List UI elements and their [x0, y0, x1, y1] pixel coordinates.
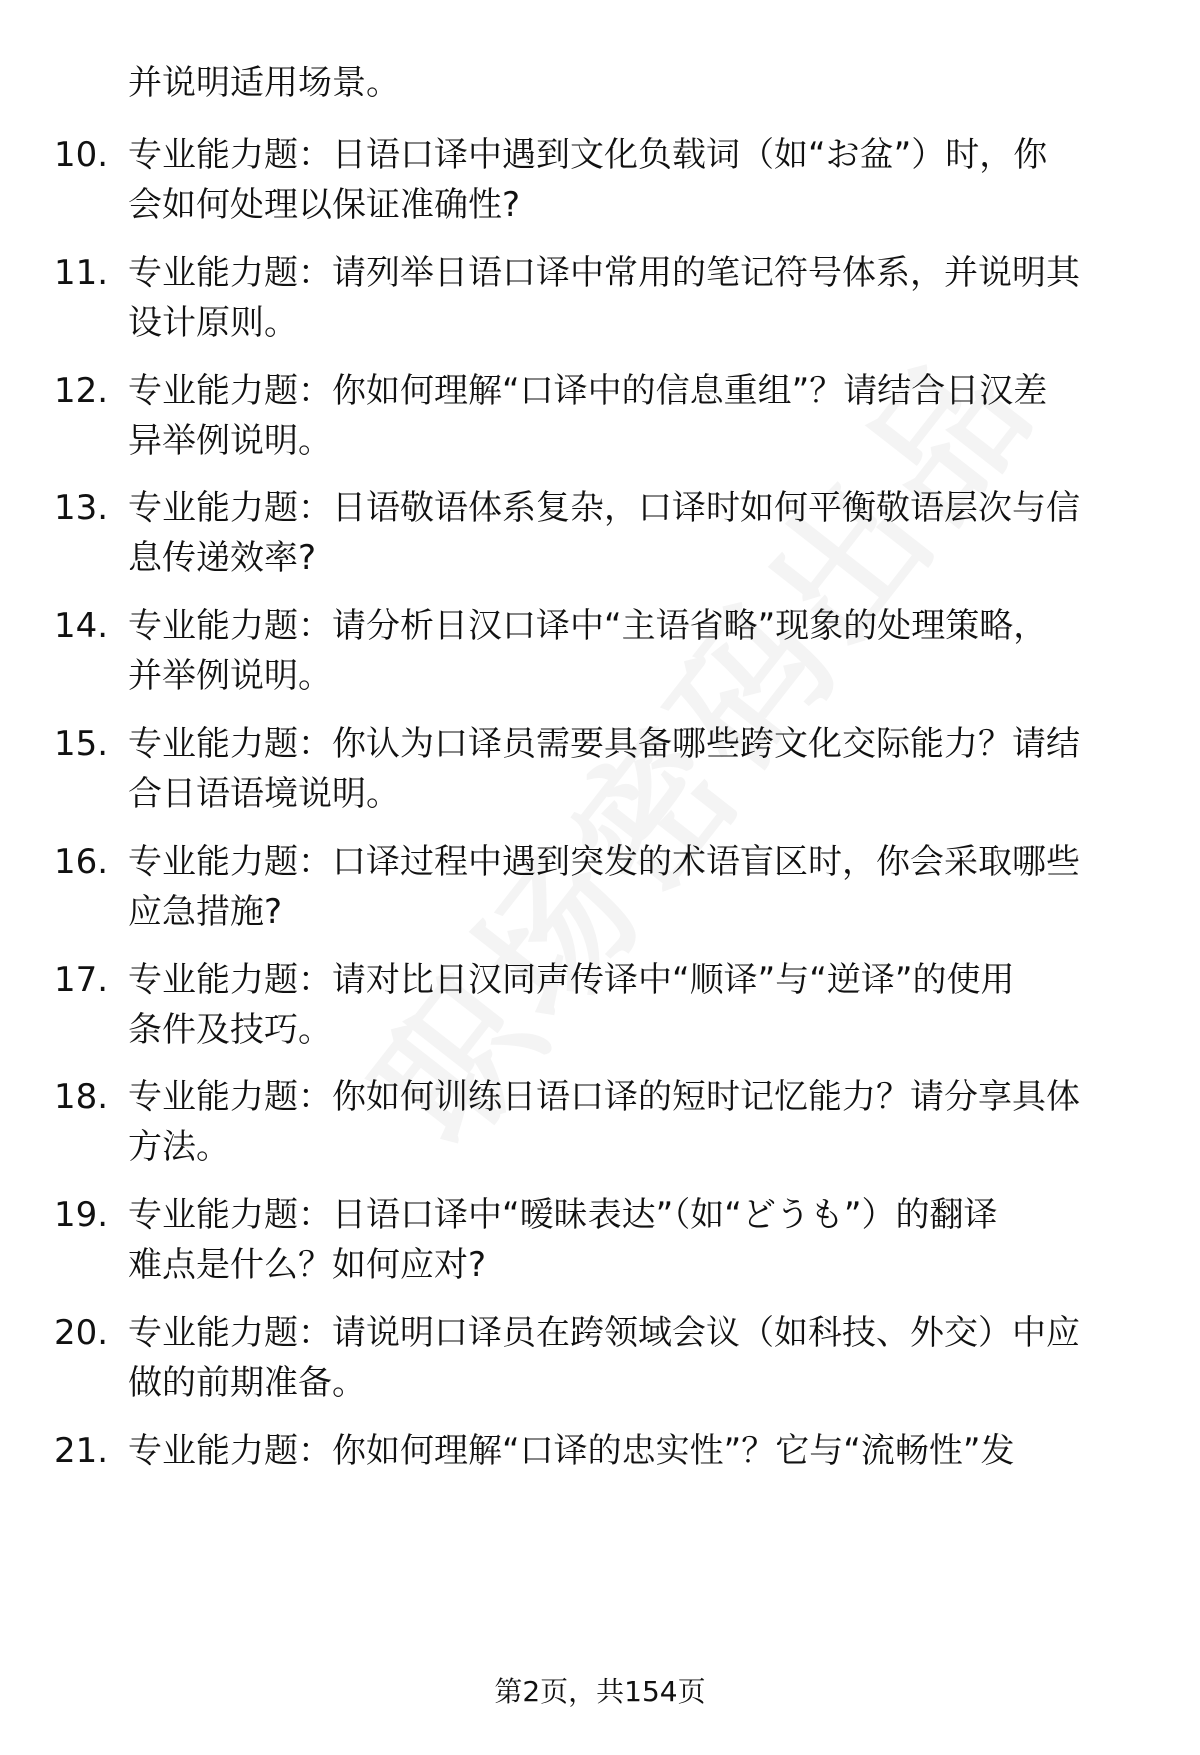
question-text [128, 366, 1138, 466]
question-text-line: 设计原则。 [128, 302, 298, 343]
question-number: 14. [54, 606, 109, 647]
question-text [128, 955, 1138, 1055]
question-text [128, 1308, 1138, 1408]
question-text [128, 248, 1138, 348]
question-number: 10. [54, 135, 109, 175]
question-number: 11. [54, 252, 109, 293]
question-text-line: 并举例说明。 [128, 656, 332, 697]
question-text-line: 方法。 [128, 1127, 230, 1168]
question-number: 20. [54, 1313, 109, 1353]
question-text-line: 专业能力题：请对比日汉同声传译中“顺译”与“逆译”的使用 [128, 959, 1015, 1000]
question-text [128, 837, 1138, 937]
question-text [128, 1072, 1138, 1172]
question-text-line: 专业能力题：请说明口译员在跨领域会议（如科技、外交）中应 [128, 1313, 1080, 1353]
question-number: 16. [54, 841, 109, 882]
question-text [128, 1190, 1138, 1290]
question-text [128, 483, 1138, 583]
question-number: 12. [54, 370, 109, 411]
question-number: 17. [54, 959, 109, 1000]
question-number: 21. [54, 1430, 109, 1471]
question-text-line: 专业能力题：你如何理解“口译的忠实性”？它与“流畅性”发 [128, 1430, 1015, 1471]
question-text-line: 条件及技巧。 [128, 1009, 332, 1050]
question-text [128, 130, 1138, 230]
question-text-line: 息传递效率? [128, 538, 317, 579]
question-text [128, 719, 1138, 819]
question-number: 15. [54, 724, 109, 764]
question-text-line: 做的前期准备。 [128, 1363, 366, 1403]
question-text [128, 601, 1138, 701]
question-text-line: 专业能力题：你如何理解“口译中的信息重组”？请结合日汉差 [128, 370, 1048, 411]
question-number: 18. [54, 1077, 109, 1118]
question-text-line: 专业能力题：你如何训练日语口译的短时记忆能力？请分享具体 [128, 1077, 1080, 1118]
question-text-line: 专业能力题：日语敬语体系复杂，口译时如何平衡敬语层次与信 [128, 488, 1080, 529]
question-text-line: 会如何处理以保证准确性? [128, 185, 521, 225]
question-text-line: 合日语语境说明。 [128, 774, 400, 814]
question-text [128, 1426, 1138, 1476]
question-text-line: 专业能力题：你认为口译员需要具备哪些跨文化交际能力？请结 [128, 724, 1080, 764]
question-text-line: 专业能力题：口译过程中遇到突发的术语盲区时，你会采取哪些 [128, 841, 1080, 882]
question-text-line: 专业能力题：请列举日语口译中常用的笔记符号体系，并说明其 [128, 252, 1080, 293]
question-text-line: 应急措施? [128, 891, 283, 932]
carry-over-line: 并说明适用场景。 [128, 63, 400, 103]
question-text-line: 专业能力题：日语口译中遇到文化负载词（如“お盆”）时，你 [128, 135, 1048, 175]
question-number: 13. [54, 488, 109, 529]
question-number: 19. [54, 1195, 109, 1236]
question-text-line: 异举例说明。 [128, 420, 332, 461]
question-text-line: 专业能力题：日语口译中“暧昧表达”（如“どうも”）的翻译 [128, 1195, 998, 1236]
page-footer: 第2页，共154页 [494, 1675, 706, 1708]
question-text-line: 专业能力题：请分析日汉口译中“主语省略”现象的处理策略， [128, 606, 1048, 647]
question-text-line: 难点是什么？如何应对? [128, 1245, 487, 1286]
